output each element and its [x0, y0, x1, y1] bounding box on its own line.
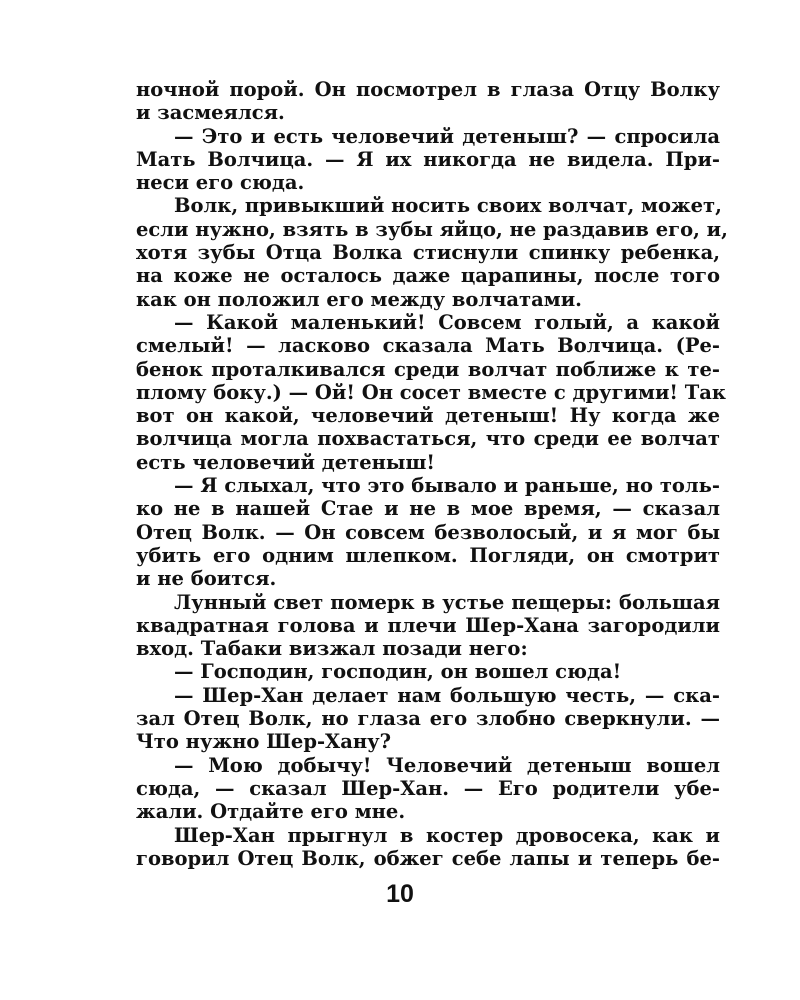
text-line: — Какой маленький! Совсем голый, а какой [174, 310, 720, 334]
text-line: Волк, привыкший носить своих волчат, может, [174, 194, 722, 218]
text-line: сюда, — сказал Шер-Хан. — Его родители убе- [136, 776, 720, 800]
text-line: и не боится. [136, 567, 277, 591]
text-line: вход. Табаки визжал позади него: [136, 637, 528, 661]
text-line: плому боку.) — Ой! Он сосет вместе с другими! Так [136, 380, 726, 404]
text-line: — Мою добычу! Человечий детеныш вошел [174, 753, 720, 777]
text-line: ко не в нашей Стае и не в мое время, — сказал [136, 497, 720, 521]
text-line: — Я слыхал, что это бывало и раньше, но толь- [174, 474, 720, 498]
text-line: Шер-Хан прыгнул в костер дровосека, как и [174, 823, 720, 847]
text-line: жали. Отдайте его мне. [136, 800, 406, 824]
page-number: 10 [386, 880, 414, 908]
text-line: есть человечий детеныш! [136, 450, 435, 474]
text-line: неси его сюда. [136, 171, 305, 195]
text-line: и засмеялся. [136, 101, 285, 125]
text-line: хотя зубы Отца Волка стиснули спинку ребенка, [136, 241, 720, 265]
text-line: ночной порой. Он посмотрел в глаза Отцу Волку [136, 78, 720, 101]
body-text [136, 78, 728, 870]
text-line: как он положил его между волчатами. [136, 287, 582, 311]
text-line: вот он какой, человечий детеныш! Ну когда же [136, 404, 720, 428]
text-line: Мать Волчица. — Я их никогда не видела. При- [136, 147, 720, 171]
text-line: убить его одним шлепком. Погляди, он смотрит [136, 543, 720, 567]
text-line: — Это и есть человечий детеныш? — спросила [174, 124, 720, 148]
text-line: Отец Волк. — Он совсем безволосый, и я мог бы [136, 520, 720, 544]
text-line: — Шер-Хан делает нам большую честь, — ска- [174, 683, 720, 707]
text-line: на коже не осталось даже царапины, после того [136, 264, 720, 288]
text-line: Лунный свет померк в устье пещеры: большая [174, 590, 720, 614]
text-line: смелый! — ласково сказала Мать Волчица. (Ре- [136, 334, 720, 358]
text-line: волчица могла похвастаться, что среди ее волчат [136, 427, 720, 451]
text-line: говорил Отец Волк, обжег себе лапы и теперь бе- [136, 846, 720, 870]
text-line: квадратная голова и плечи Шер-Хана загородили [136, 613, 720, 637]
text-line: если нужно, взять в зубы яйцо, не раздавив его, и, [136, 217, 728, 241]
text-line: — Господин, господин, он вошел сюда! [174, 660, 622, 684]
text-line: зал Отец Волк, но глаза его злобно сверкнули. — [136, 707, 720, 731]
text-line: бенок проталкивался среди волчат поближе к те- [136, 357, 720, 381]
text-line: Что нужно Шер-Хану? [136, 730, 392, 754]
